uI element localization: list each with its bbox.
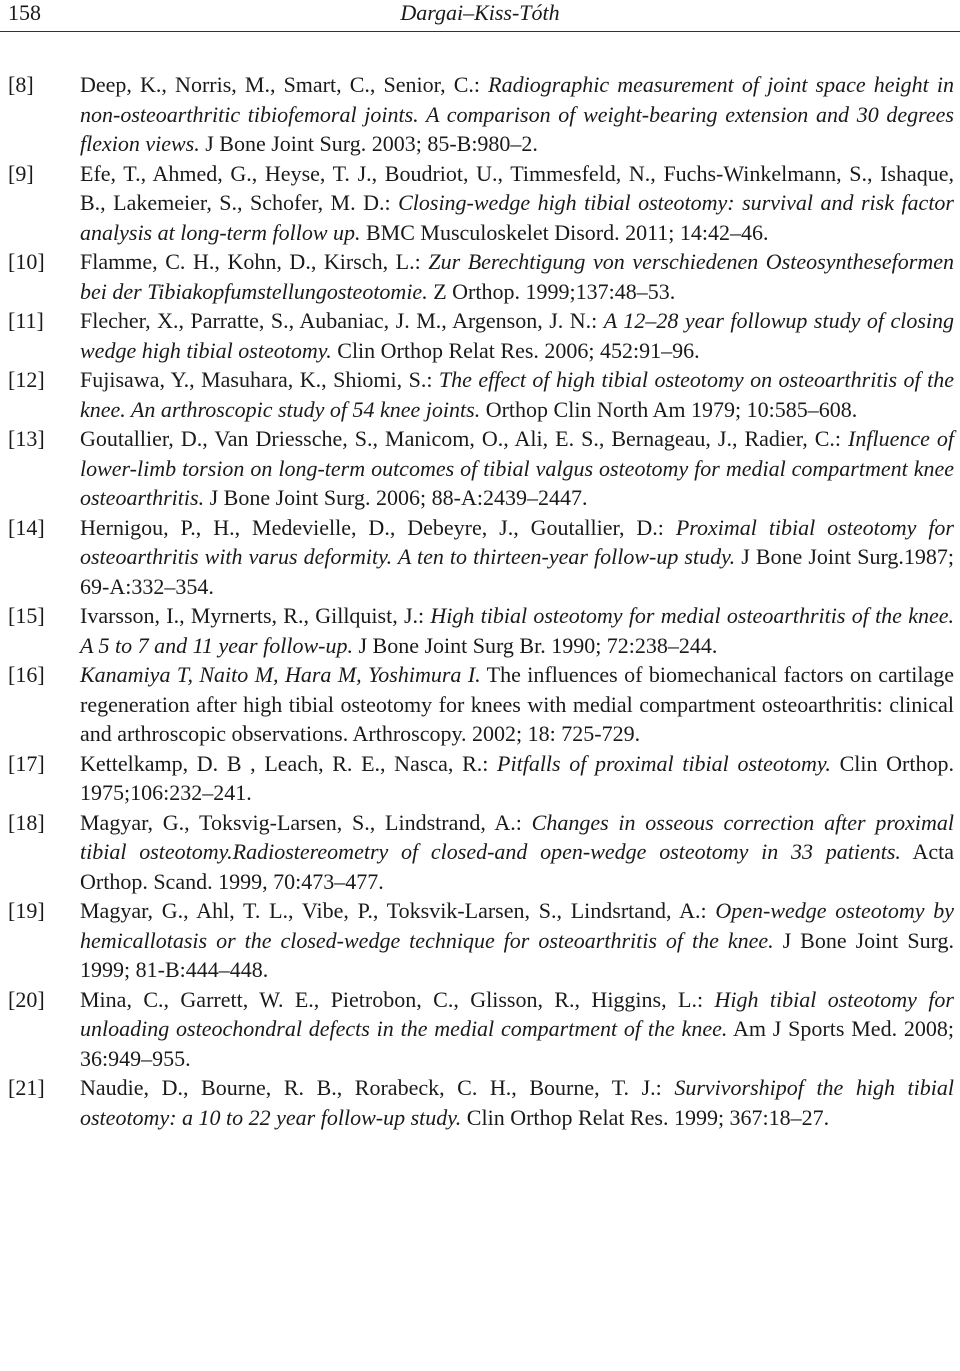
reference-item [0,365,960,424]
reference-authors: Deep, K., Norris, M., Smart, C., Senior, C.: [80,72,489,97]
reference-source: Clin Orthop Relat Res. 2006; 452:91–96. [331,337,700,363]
reference-authors: Goutallier, D., Van Driessche, S., Manicom, O., Ali, E. S., Bernageau, J., Radier, C.: [80,426,849,451]
reference-authors: Efe, T., Ahmed, G., Heyse, T. J., Boudriot, U., Timmesfeld, N., Fuchs-Winkelmann, S., Ishaque, B., Lakemeier, S., Schofer, M. D.: [80,160,954,215]
page-header [0,0,960,34]
reference-number: [18] [8,809,45,835]
reference-number: [14] [8,514,45,540]
reference-item [0,896,960,985]
reference-source: BMC Musculoskelet Disord. 2011; 14:42–46. [360,219,769,245]
reference-item [0,424,960,513]
reference-item [0,247,960,306]
reference-authors: Hernigou, P., H., Medevielle, D., Debeyre, J., Goutallier, D.: [80,514,676,540]
reference-title: Zur Berechtigung von verschiedenen Osteosyntheseformen bei der Tibiakopfumstellungosteotomie. [80,249,954,304]
reference-title: Open-wedge osteotomy by hemicallotasis or the closed-wedge technique for osteoarthritis of the knee. [80,898,954,953]
reference-source: Am J Sports Med. 2008; 36:949–955. [80,1016,955,1071]
reference-number: [10] [8,249,45,274]
reference-title: Changes in osseous correction after proximal tibial osteotomy.Radiostereometry of closed-and open-wedge osteotomy in 33 patients. [80,809,954,864]
reference-number: [12] [8,367,45,392]
reference-title: Proximal tibial osteotomy for osteoarthritis with varus deformity. A ten to thirteen-year follow-up study. [80,514,954,569]
reference-number: [20] [8,986,45,1012]
reference-source: J Bone Joint Surg. 2003; 85-B:980–2. [199,131,538,156]
running-head: Dargai–Kiss-Tóth [400,0,560,25]
reference-authors: Magyar, G., Toksvig-Larsen, S., Lindstrand, A.: [80,809,532,835]
reference-title: Survivorshipof the high tibial osteotomy: a 10 to 22 year follow-up study. [80,1075,954,1130]
reference-title: Influence of lower-limb torsion on long-term outcomes of tibial valgus osteotomy for medial compartment knee osteoarthritis. [80,426,954,510]
reference-authors: Flamme, C. H., Kohn, D., Kirsch, L.: [80,249,429,274]
reference-source: Clin Orthop Relat Res. 1999; 367:18–27. [461,1104,830,1130]
reference-number: [9] [8,160,34,186]
reference-source: Orthop Clin North Am 1979; 10:585–608. [480,396,858,422]
reference-number: [16] [8,662,45,687]
reference-source: Z Orthop. 1999;137:48–53. [427,278,676,304]
reference-source: Clin Orthop. 1975;106:232–241. [80,750,954,805]
reference-title: High tibial osteotomy for unloading osteochondral defects in the medial compartment of the knee. [80,986,954,1041]
reference-number: [19] [8,898,45,923]
reference-number: [17] [8,750,45,776]
reference-source: J Bone Joint Surg. 1999; 81-B:444–448. [80,927,955,982]
reference-authors: Fujisawa, Y., Masuhara, K., Shiomi, S.: [80,367,439,392]
reference-authors: Mina, C., Garrett, W. E., Pietrobon, C., Glisson, R., Higgins, L.: [80,986,715,1012]
reference-item [0,985,960,1074]
reference-item [0,306,960,365]
reference-title: Pitfalls of proximal tibial osteotomy. [497,750,831,776]
reference-source: The influences of biomechanical factors on cartilage regeneration after high tibial osteotomy for knees with medial compartment osteoarthritis: clinical and arthroscopic observations. Arthroscopy. 2002; 18: 725-729. [80,662,954,746]
reference-item [0,601,960,660]
reference-item [0,159,960,248]
reference-source: J Bone Joint Surg. 2006; 88-A:2439–2447. [204,485,588,510]
reference-source: Acta Orthop. Scand. 1999, 70:473–477. [80,839,954,894]
reference-title: The effect of high tibial osteotomy on osteoarthritis of the knee. An arthroscopic study of 54 knee joints. [80,367,954,422]
reference-authors: Magyar, G., Ahl, T. L., Vibe, P., Toksvik-Larsen, S., Lindsrtand, A.: [80,898,716,923]
reference-item [0,749,960,808]
reference-authors: Flecher, X., Parratte, S., Aubaniac, J. M., Argenson, J. N.: [80,308,604,333]
reference-authors: Naudie, D., Bourne, R. B., Rorabeck, C. H., Bourne, T. J.: [80,1075,675,1100]
reference-title: High tibial osteotomy for medial osteoarthritis of the knee. A 5 to 7 and 11 year follow-up. [80,603,954,658]
reference-number: [15] [8,603,45,628]
header-rule [0,31,960,32]
reference-title: A 12–28 year followup study of closing wedge high tibial osteotomy. [80,308,955,363]
reference-item [0,808,960,897]
reference-title: Closing-wedge high tibial osteotomy: survival and risk factor analysis at long-term follow up. [80,190,954,245]
reference-item [0,513,960,602]
reference-number: [8] [8,72,34,97]
reference-number: [13] [8,426,45,451]
page-number: 158 [8,0,41,25]
reference-authors: Kettelkamp, D. B , Leach, R. E., Nasca, R.: [80,750,498,776]
reference-item [0,660,960,749]
reference-item [0,1073,960,1132]
reference-source: J Bone Joint Surg Br. 1990; 72:238–244. [352,632,718,658]
reference-list [0,70,960,1132]
reference-number: [11] [8,308,44,333]
reference-source: J Bone Joint Surg.1987; 69-A:332–354. [80,544,955,599]
reference-authors: Ivarsson, I., Myrnerts, R., Gillquist, J.: [80,603,431,628]
reference-title: Radiographic measurement of joint space height in non-osteoarthritic tibiofemoral joints. A comparison of weight-bearing extension and 30 degrees flexion views. [80,72,954,156]
reference-item [0,70,960,159]
reference-title: Kanamiya T, Naito M, Hara M, Yoshimura I. [80,662,481,687]
reference-number: [21] [8,1075,45,1100]
